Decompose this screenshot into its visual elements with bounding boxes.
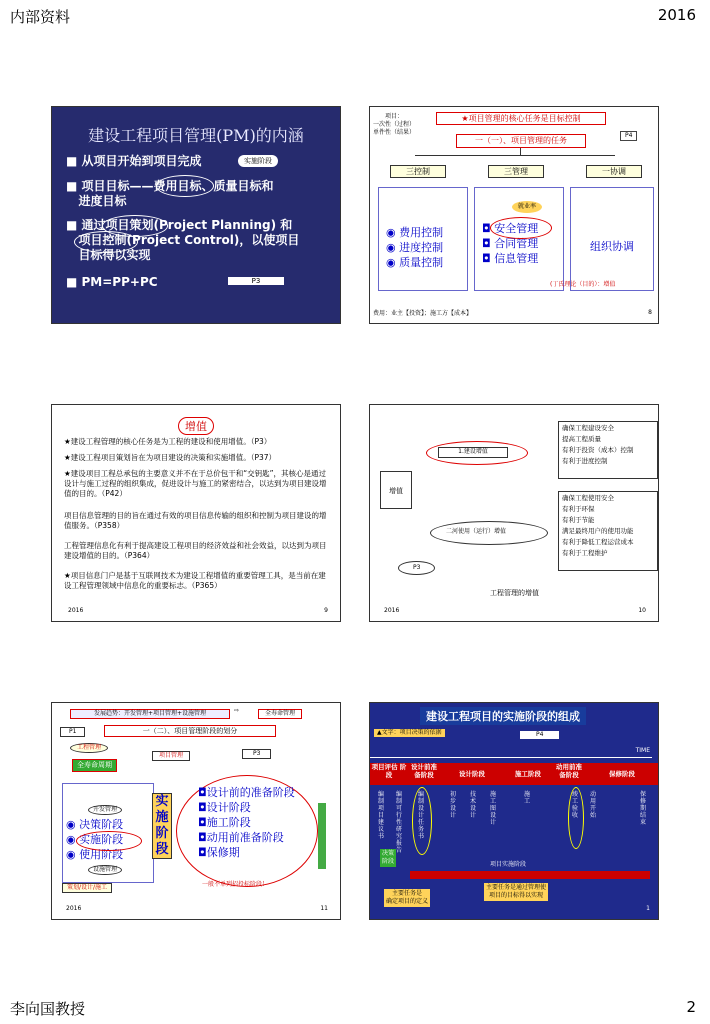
box-definition: 主要任务是 确定项目的定义 [386,890,429,905]
list-item: ◘保修期 [198,846,240,859]
phase-pre-design: 设计前准 备阶段 [408,763,441,785]
item-text: 质量控制 [399,256,444,269]
connector [520,148,521,155]
item-text: 决策阶段 [79,818,124,831]
trend-box: 发展趋势：开发管理+项目管理+设施管理 [70,709,230,719]
item-text: 安全管理 [494,222,539,235]
item-text: 设计前的准备阶段 [206,786,295,799]
para-3: ★建设项目工程总承包的主要意义并不在于总价包干和“交钥匙”，其核心是通过设计与施工过程的组织集成，促进设计与施工的紧密结合，以达到为项目建设增值的目的。（P42） [64,469,327,498]
slide-number: 10 [638,607,646,614]
list-item: 有利于降低工程运营成本 [562,538,634,546]
arrow-icon: ⇨ [234,707,240,714]
impl-label: 项目实施阶段 [490,861,527,868]
ellipse-safety [490,217,552,239]
box-one-coordinate: 一协调 [586,165,642,178]
para-4: 项目信息管理的目的旨在通过有效的项目信息传输的组织和控制为项目建设的增值服务。（P358） [64,511,327,530]
page-tag: P3 [398,561,435,575]
vt-warranty-end: 保 修 期 结 束 [640,791,647,826]
value-box: 增值 [380,471,412,509]
list-1 [562,423,634,467]
note: (丁氏理论（目的）：增值 [550,281,616,288]
slide-number: 8 [648,309,652,316]
bullet-text: 通过项目策划(Project Planning) 和 [81,218,293,232]
connector [415,155,615,156]
vt-prelim: 初 步 设 计 [450,791,457,819]
coordinate-text: 组织协调 [590,240,634,253]
item-text: 信息管理 [494,252,539,265]
bullet-text: 项目控制(Project Control)，以使项目 [78,233,300,247]
item-text: 进度控制 [399,241,444,254]
list-item: ◘设计阶段 [198,801,251,814]
slide-value-added [51,404,341,622]
list-item: 有利于工程维护 [562,549,608,557]
heading: 一（二）、项目管理阶段的划分 [104,725,276,737]
list-item: 满足最终用户的使用功能 [562,527,634,535]
core-task-box: ★项目管理的核心任务是目标控制 [436,112,606,125]
phase-warranty: 保修阶段 [586,763,659,785]
slide-title: 建设工程项目的实施阶段的组成 [420,707,586,725]
label-project: 项目管理 [152,751,190,761]
phase-design: 设计阶段 [440,763,505,785]
phase-eval: 项目评估 阶段 [370,763,409,785]
list-item: 确保工程使用安全 [562,494,614,502]
list-item: ◉ 质量控制 [386,256,444,269]
right-phases [198,785,295,860]
vt-task-book: 编 制 设 计 任 务 书 [418,791,425,840]
bullet-text: 目标得以实现 [78,248,151,262]
slide-number: 1 [646,905,650,912]
vt-tech: 技 术 设 计 [470,791,477,819]
bullet-text: PM=PP+PC [81,275,158,289]
list-item: ◉ 实施阶段 [66,833,124,846]
page-tag: P1 [60,727,85,737]
time-axis [370,757,652,758]
para-5: 工程管理信息化有利于提高建设工程项目的经济效益和社会效益，以达到为项目建设增值的目的。（P364） [64,541,327,560]
bullet-text: 进度目标 [78,194,127,208]
list-item: ◉ 费用控制 [386,226,444,239]
item-text: 设计阶段 [206,801,251,814]
slide-number: 11 [320,905,328,912]
page-tag: P3 [228,277,284,285]
task-box: 一（一）、项目管理的任务 [456,134,586,148]
list-item: 提高工程质量 [562,435,601,443]
para-2: ★建设工程项目策划旨在为项目建设的决策和实施增值。（P37） [64,453,277,462]
box-three-manage: 三管理 [488,165,544,178]
box-three-control: 三控制 [390,165,446,178]
list-item: ◘ 信息管理 [482,252,539,265]
slide-year: 2016 [68,607,84,614]
list-item: ◘ 合同管理 [482,237,539,250]
big-impl [152,793,172,859]
item-text: 实施阶段 [79,833,124,846]
slide-title: 建设工程项目管理(PM)的内涵 [88,126,304,145]
item-text: 施工阶段 [206,816,251,829]
list-item: ◉ 决策阶段 [66,818,124,831]
slide-year: 2016 [384,607,400,614]
lifecycle: 全寿命周期 [72,759,117,772]
decision-phase: 决策 阶段 [382,850,395,865]
footer-right: 2 [686,998,696,1016]
phase-pre-use: 动用前准 备阶段 [552,763,587,785]
vt-feasibility: 编 制 可 行 性 研 究 报 告 [396,791,403,854]
dev-manage: 开发管理 [88,805,122,815]
slide-phase-division [51,702,341,920]
vt-proposal: 编 制 项 目 建 议 书 [378,791,385,840]
big-impl-text: 实 施 阶 段 [155,794,169,857]
caption: 工程管理的增值 [490,589,539,597]
bullet-text: 项目目标——费用目标、质量目标和 [81,179,274,193]
list-item: ◉ 使用阶段 [66,848,124,861]
item-text: 保修期 [206,846,240,859]
item-text: 费用控制 [399,226,444,239]
list-item: ◘施工阶段 [198,816,251,829]
bullet-3: ■ 通过项目策划(Project Planning) 和 项目控制(Project Control)，以使项目 目标得以实现 [66,218,300,262]
facility-manage: 设施管理 [88,865,122,875]
list-item: 有利于进度控制 [562,457,608,465]
vt-construct: 施 工 [524,791,531,805]
page-tag: P3 [242,749,271,759]
slide-pm-connotation [51,106,341,324]
label-engineering: 工程管理 [70,743,108,753]
green-arrow [318,803,326,869]
vt-acceptance: 竣 工 验 收 [572,791,579,819]
project-label: 项目： 一次性（过程） 单件性（结果） [373,113,416,136]
list-item: 有利于环保 [562,505,595,513]
header-right: 2016 [657,6,696,24]
item-text: 合同管理 [494,237,539,250]
slide-core-task [369,106,659,324]
bullet-2: ■ 项目目标——费用目标、质量目标和 进度目标 [66,179,274,208]
bullet-text: 从项目开始到项目完成 [81,154,202,168]
list-item: 确保工程建设安全 [562,424,614,432]
use-value: 二河使用（运行）增值 [446,528,507,535]
slide-number: 9 [324,607,328,614]
para-1: ★建设工程管理的核心任务是为工程的建设和使用增值。（P3） [64,437,272,446]
bullet-1: ■ 从项目开始到项目完成 [66,154,202,168]
box-goal: 主要任务是通过管理使 项目的目标得以实现 [486,884,547,899]
slide-title: 增值 [178,417,214,435]
impl-bar [410,871,650,879]
oval-employment: 就业率 [512,201,542,213]
list-item: ◘设计前的准备阶段 [198,786,295,799]
slide-year: 2016 [66,905,82,912]
time-label: TIME [635,747,650,754]
bottom-left: 策划/设计/施工 [62,883,112,893]
list-2 [562,493,634,559]
lifecycle-manage: 全寿命管理 [258,709,302,719]
slide-value-diagram [369,404,659,622]
page-tag: P4 [620,131,637,141]
ellipse-control [74,231,138,253]
phase-construction: 施工阶段 [504,763,553,785]
page-tag: P4 [520,731,559,739]
vt-drawing: 施 工 图 设 计 [490,791,497,826]
list-item: 有利于投资（成本）控制 [562,446,634,454]
list-item: ◉ 进度控制 [386,241,444,254]
slide-impl-composition [369,702,659,920]
para-6: ★项目信息门户是基于互联网技术为建设工程增值的重要管理工具，是当前在建设工程管理领域中信息化的重要标志。（P365） [64,571,326,590]
list-control [386,225,443,270]
vt-use-start: 动 用 开 始 [590,791,597,819]
note: ▲文字：项目决策的依据 [374,729,445,737]
bottom-note: 一般不单列招投标阶段！ [202,881,269,888]
build-value: 1.建设增值 [438,447,508,458]
cost-note: 费用：业主【投资】；施工方【成本】 [373,310,473,317]
list-item: ◘ 安全管理 [482,222,539,235]
list-item: 有利于节能 [562,516,595,524]
header-left: 内部资料 [10,8,71,26]
bullet-4: ■ PM=PP+PC [66,275,158,289]
ellipse-impl [76,831,142,851]
list-item: ◘动用前准备阶段 [198,831,284,844]
item-text: 动用前准备阶段 [206,831,284,844]
badge: 实施阶段 [238,155,278,167]
item-text: 使用阶段 [79,848,124,861]
footer-left: 李向国教授 [10,1000,86,1018]
ellipse-cost [156,175,214,197]
